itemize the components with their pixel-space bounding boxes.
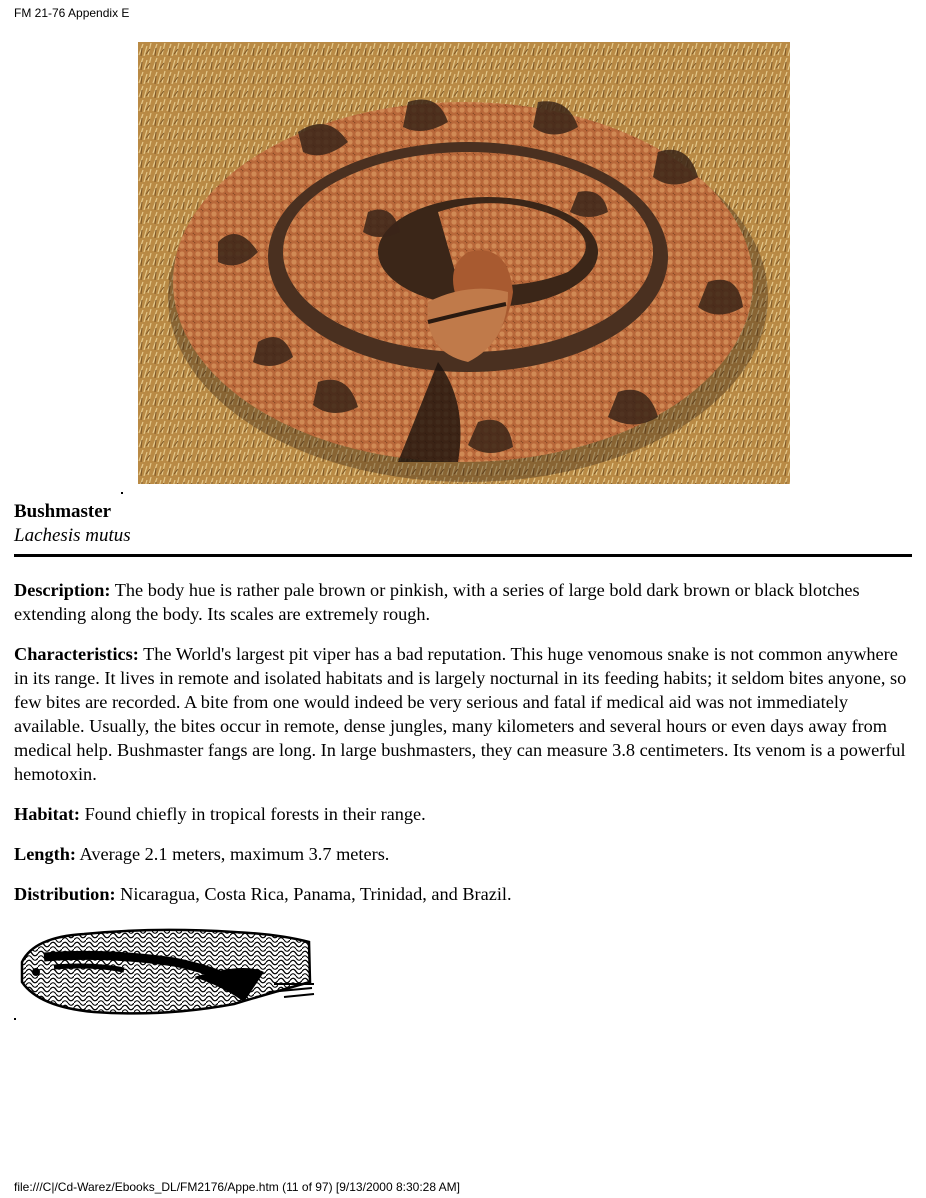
length-label: Length: [14, 844, 76, 864]
distribution-text: Nicaragua, Costa Rica, Panama, Trinidad, and Brazil. [115, 884, 512, 904]
page-footer: file:///C|/Cd-Warez/Ebooks_DL/FM2176/Appe.htm (11 of 97) [9/13/2000 8:30:28 AM] [14, 1180, 461, 1194]
characteristics-paragraph [14, 642, 914, 786]
description-text: The body hue is rather pale brown or pinkish, with a series of large bold dark brown or black blotches extending along the body. Its scales are extremely rough. [14, 580, 860, 624]
description-label: Description: [14, 580, 111, 600]
characteristics-label: Characteristics: [14, 644, 139, 664]
description-content [14, 578, 914, 922]
scientific-name: Lachesis mutus [14, 525, 131, 546]
habitat-paragraph [14, 802, 914, 826]
distribution-label: Distribution: [14, 884, 116, 904]
snake-head-sketch [14, 922, 324, 1022]
length-text: Average 2.1 meters, maximum 3.7 meters. [75, 844, 390, 864]
page-header: FM 21-76 Appendix E [14, 6, 130, 20]
description-paragraph [14, 578, 914, 626]
stray-mark [14, 1018, 16, 1020]
snake-title-block [14, 500, 131, 548]
length-paragraph [14, 842, 914, 866]
habitat-text: Found chiefly in tropical forests in their range. [80, 804, 426, 824]
section-divider [14, 554, 912, 557]
characteristics-text: The World's largest pit viper has a bad reputation. This huge venomous snake is not common anywhere in its range. It lives in remote and isolated habitats and is largely nocturnal in its feeding habits; it seldom bites anyone, so few bites are recorded. A bite from one would indeed be very serious and fatal if medical aid was not immediately available. Usually, the bites occur in remote, dense jungles, many kilometers and several hours or even days away from medical help. Bushmaster fangs are long. In large bushmasters, they can measure 3.8 centimeters. Its venom is a powerful hemotoxin. [14, 644, 907, 784]
bushmaster-photo [138, 42, 790, 484]
common-name: Bushmaster [14, 501, 112, 522]
distribution-paragraph [14, 882, 914, 906]
stray-mark [121, 492, 123, 494]
habitat-label: Habitat: [14, 804, 81, 824]
